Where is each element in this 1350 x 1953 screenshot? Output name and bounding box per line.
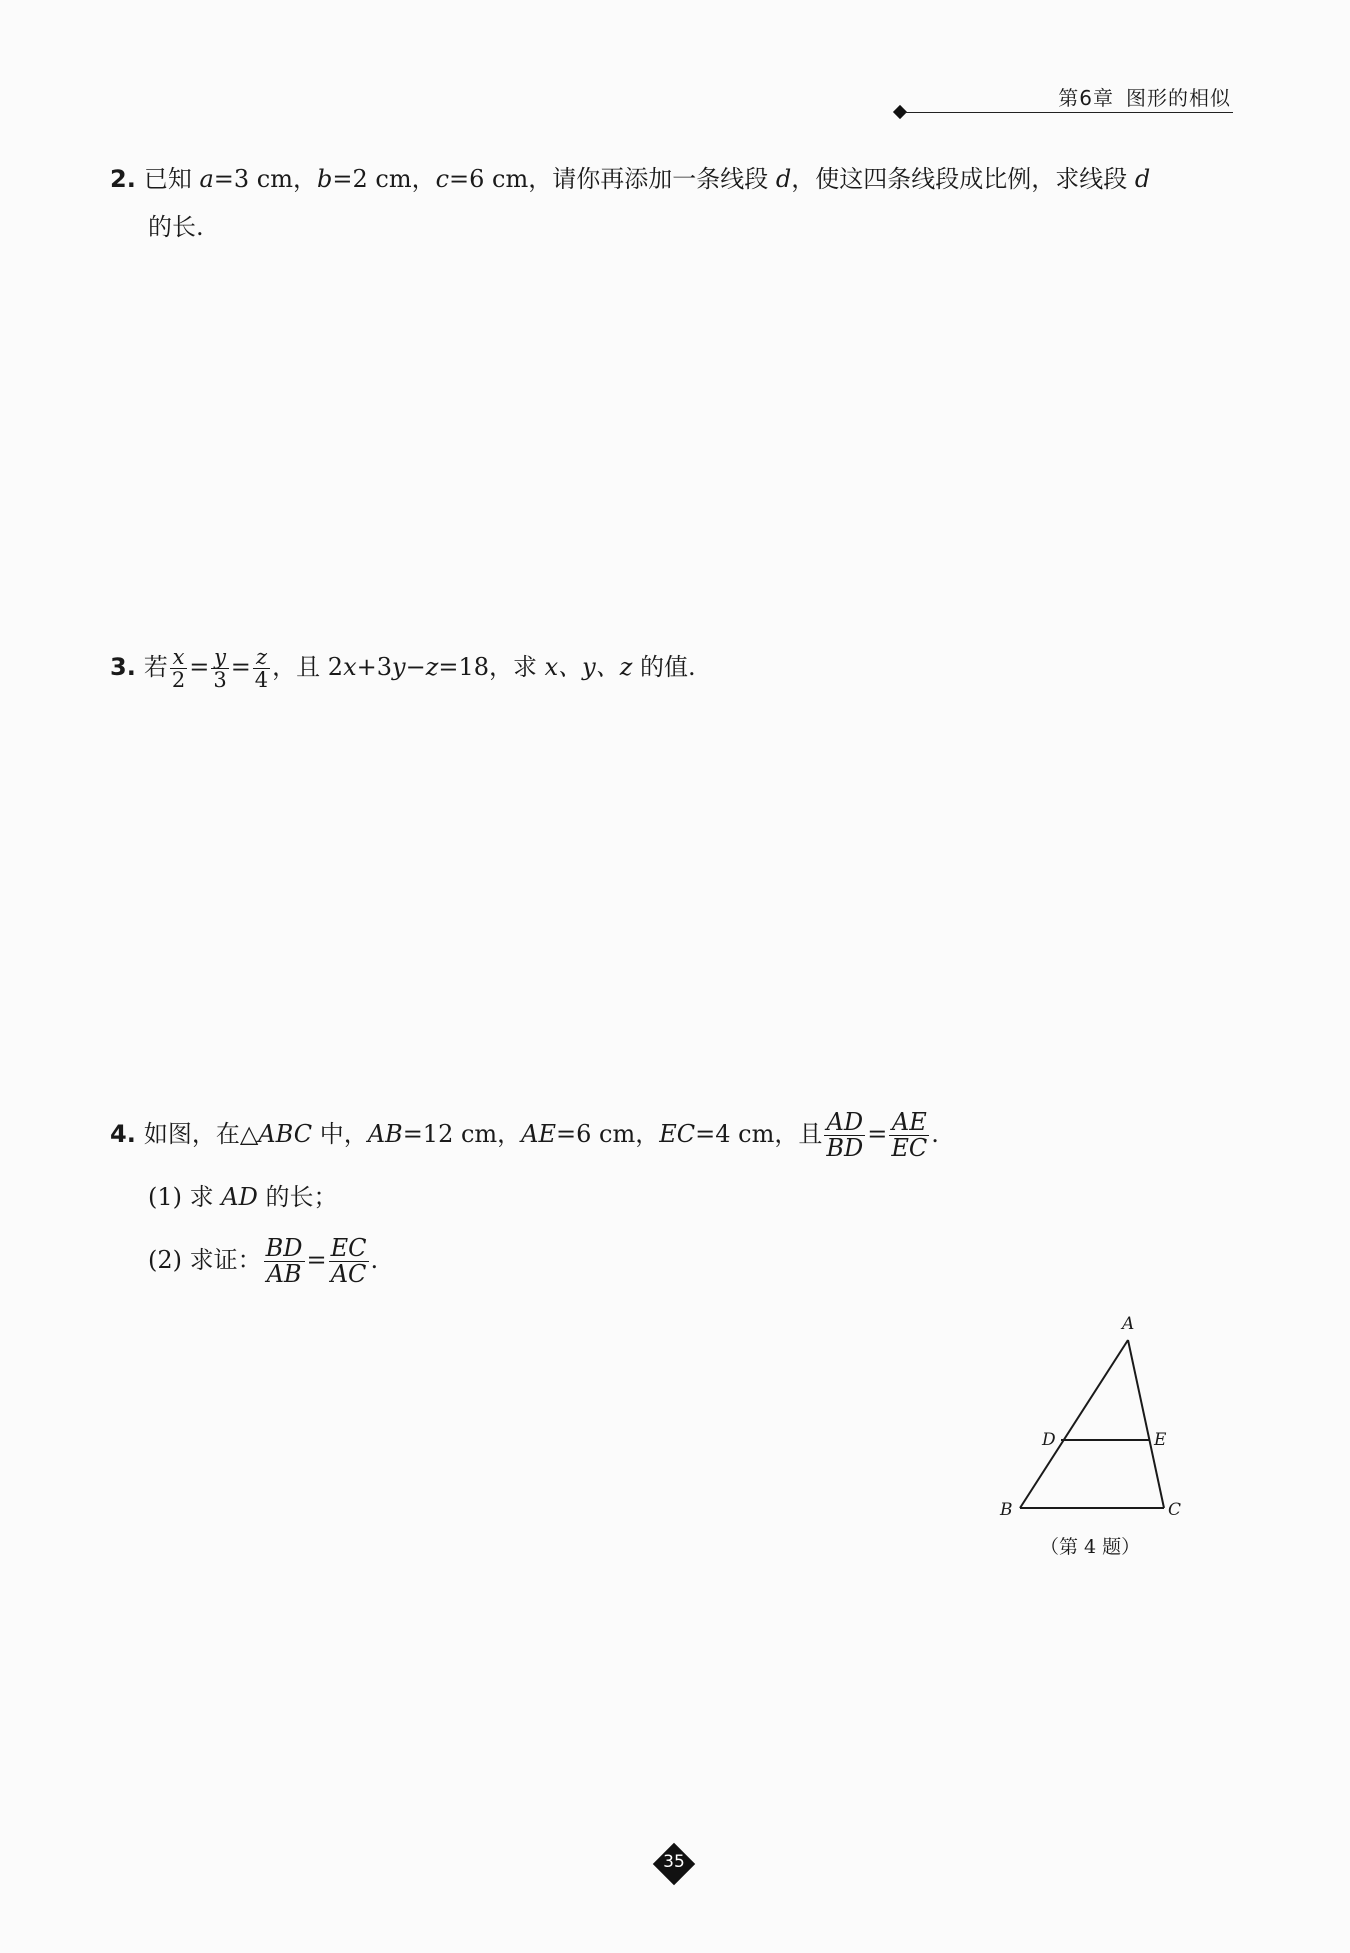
q3-vars: x、y、z: [544, 653, 633, 682]
denominator: AC: [330, 1260, 367, 1289]
var-y: y: [392, 653, 406, 682]
ec-value: =4 cm，且: [695, 1120, 823, 1149]
fraction-y-over-3: [211, 646, 228, 691]
equals-sign: =: [306, 1246, 327, 1275]
var-a: a: [199, 165, 214, 193]
numerator: x: [170, 646, 187, 669]
q4-text-2: 中，: [312, 1120, 368, 1149]
question-4-part-1: [148, 1176, 337, 1218]
q3-end: 的值.: [632, 653, 696, 682]
fraction-z-over-4: [253, 646, 270, 691]
part-1-pre: (1) 求: [148, 1183, 222, 1211]
denominator: 3: [213, 668, 227, 693]
chapter-title: 图形的相似: [1126, 86, 1231, 110]
equals-sign: =: [230, 653, 251, 682]
numerator: EC: [330, 1234, 367, 1262]
q2-text-pre: 已知: [143, 165, 200, 193]
q3-rest: =18，求: [438, 653, 545, 682]
numerator: y: [211, 646, 228, 669]
question-4-part-2: [148, 1236, 378, 1287]
fraction-bd-over-ab: [264, 1236, 305, 1287]
label-a: A: [1122, 1314, 1135, 1334]
page-number: 35: [663, 1852, 685, 1872]
question-4: [110, 1110, 939, 1161]
q3-condition-pre: ，且 2: [272, 653, 344, 682]
header-rule: [905, 112, 1233, 113]
q2-b-value: =2 cm，: [332, 165, 436, 193]
fraction-ae-over-ec: [889, 1110, 929, 1161]
equals-sign: =: [867, 1120, 888, 1149]
segment-ae: AE: [521, 1120, 557, 1149]
equals-sign: =: [189, 653, 210, 682]
ae-value: =6 cm，: [556, 1120, 660, 1149]
question-number: 3.: [110, 653, 136, 682]
triangle-figure: [990, 1310, 1210, 1570]
part-1-post: 的长；: [257, 1183, 338, 1211]
segment-ab: AB: [367, 1120, 403, 1149]
header-text: [1058, 82, 1231, 111]
q3-minus: −: [405, 653, 426, 682]
var-x: x: [343, 653, 357, 682]
figure-caption: （第 4 题）: [1040, 1536, 1141, 1558]
running-header: [895, 82, 1233, 122]
numerator: BD: [265, 1234, 303, 1262]
q4-end: .: [931, 1120, 939, 1149]
question-number: 2.: [110, 165, 136, 193]
q2-a-value: =3 cm，: [213, 165, 317, 193]
part-2-pre: (2) 求证：: [148, 1246, 262, 1275]
denominator: 4: [254, 668, 269, 693]
question-2: [110, 158, 1150, 200]
q3-plus: +3: [356, 653, 393, 682]
label-c: C: [1168, 1500, 1182, 1520]
page-number-badge: [653, 1843, 695, 1885]
triangle-diagram: [990, 1310, 1210, 1530]
chapter-label: 第6章: [1058, 86, 1114, 110]
label-d: D: [1042, 1430, 1056, 1450]
q4-text-1: 如图，在△: [143, 1120, 259, 1149]
denominator: 2: [171, 668, 186, 693]
denominator: EC: [891, 1134, 928, 1163]
fraction-ad-over-bd: [824, 1110, 865, 1161]
triangle-abc: ABC: [258, 1120, 313, 1149]
var-c: c: [435, 165, 450, 193]
numerator: AD: [824, 1110, 865, 1136]
label-b: B: [1000, 1500, 1013, 1520]
question-number: 4.: [110, 1120, 136, 1149]
var-d-2: d: [1134, 165, 1151, 193]
numerator: z: [253, 646, 270, 669]
var-d: d: [775, 165, 792, 193]
var-z: z: [425, 653, 439, 682]
label-e: E: [1154, 1430, 1167, 1450]
segment-ab-line: [1020, 1340, 1128, 1508]
q2-c-value: =6 cm，请你再添加一条线段: [449, 165, 776, 193]
q2-text-mid: ，使这四条线段成比例，求线段: [791, 165, 1135, 193]
question-3: [110, 646, 696, 691]
fraction-ec-over-ac: [329, 1236, 369, 1287]
fraction-x-over-2: [170, 646, 187, 691]
part-2-end: .: [370, 1246, 379, 1275]
ab-value: =12 cm，: [402, 1120, 522, 1149]
var-b: b: [317, 165, 333, 193]
denominator: BD: [826, 1134, 864, 1163]
segment-ad: AD: [221, 1183, 258, 1211]
q3-text-pre: 若: [143, 653, 168, 682]
segment-ac-line: [1128, 1340, 1167, 1508]
denominator: AB: [266, 1260, 302, 1289]
question-2-line-2: 的长.: [148, 213, 204, 241]
segment-ec: EC: [659, 1120, 696, 1149]
numerator: AE: [889, 1110, 929, 1136]
